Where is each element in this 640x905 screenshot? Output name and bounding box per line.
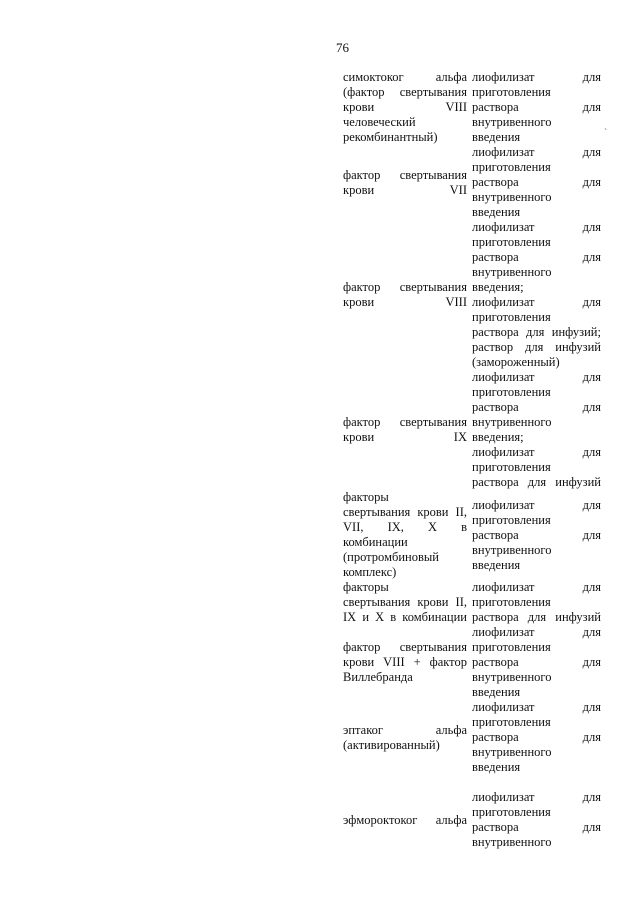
drug-name-line: крови VII (343, 182, 467, 197)
dosage-form-cell (472, 625, 601, 700)
drug-name-line: (протромбиновый (343, 550, 439, 564)
drug-name-line: факторы (343, 490, 389, 504)
dosage-form-line: лиофилизат для (472, 700, 601, 714)
drug-row (343, 490, 601, 580)
dosage-form-line: лиофилизат для (472, 70, 601, 84)
dosage-form-line: раствора для (472, 527, 601, 542)
dosage-form-cell (472, 700, 601, 775)
drug-name-line: фактор свертывания (343, 640, 467, 654)
drug-name-line: крови VIII (343, 295, 467, 309)
drug-name-cell (343, 700, 472, 775)
dosage-form-line: лиофилизат для (472, 497, 601, 512)
dosage-form-cell (472, 775, 601, 850)
dosage-form-line: лиофилизат для (472, 580, 601, 594)
dosage-form-line: введения (472, 205, 521, 219)
drug-name-cell (343, 490, 472, 580)
dosage-form-cell (472, 490, 601, 580)
dosage-form-line: раствора для (472, 175, 601, 189)
drug-name-cell (343, 370, 472, 490)
drug-name-line: свертывания крови II, (343, 595, 467, 609)
drug-name-cell (343, 625, 472, 700)
drug-row (343, 580, 601, 625)
drug-name-line: (фактор свертывания (343, 85, 467, 99)
dosage-form-line: внутривенного (472, 835, 552, 849)
drug-table-body (343, 70, 601, 850)
drug-row (343, 145, 601, 220)
page-number: 76 (336, 40, 349, 55)
dosage-form-line: раствора для (472, 250, 601, 264)
drug-name-cell (343, 145, 472, 220)
drug-name-line: человеческий (343, 115, 416, 129)
dosage-form-line: введения; (472, 280, 524, 294)
drug-name-line: фактор свертывания (343, 415, 467, 429)
dosage-form-line: (замороженный) (472, 355, 560, 369)
dosage-form-cell (472, 70, 601, 145)
dosage-form-line: лиофилизат для (472, 145, 601, 159)
dosage-form-line: внутривенного (472, 745, 552, 759)
dosage-form-line: введения; (472, 430, 524, 444)
drug-name-cell (343, 580, 472, 625)
dosage-form-line: приготовления (472, 805, 551, 819)
dosage-form-line: лиофилизат для (472, 295, 601, 309)
scan-mark: ` (604, 128, 608, 139)
dosage-form-line: раствора для инфузий (472, 610, 601, 624)
drug-name-line: крови VIII + фактор (343, 655, 467, 669)
dosage-form-line: лиофилизат для (472, 220, 601, 234)
drug-row (343, 370, 601, 490)
dosage-form-line: приготовления (472, 715, 551, 729)
drug-name-line: IX и X в комбинации (343, 610, 467, 624)
drug-name-line: фактор свертывания (343, 280, 467, 294)
dosage-form-line: введения (472, 685, 521, 699)
dosage-form-line: приготовления (472, 160, 551, 174)
drug-name-line: крови VIII (343, 100, 467, 114)
dosage-form-line: раствора для (472, 655, 601, 669)
drug-name-line: свертывания крови II, (343, 505, 467, 519)
dosage-form-line: раствора для (472, 400, 601, 414)
dosage-form-line: внутривенного (472, 415, 552, 429)
dosage-form-line: приготовления (472, 310, 551, 324)
dosage-form-line: внутривенного (472, 115, 552, 129)
dosage-form-line: введения (472, 760, 521, 774)
drug-row (343, 70, 601, 145)
drug-name-line: Виллебранда (343, 670, 413, 684)
dosage-form-line: раствора для (472, 730, 601, 744)
drug-row (343, 220, 601, 370)
drug-name-cell (343, 220, 472, 370)
dosage-form-line: лиофилизат для (472, 445, 601, 459)
dosage-form-line: лиофилизат для (472, 370, 601, 384)
dosage-form-line: раствор для инфузий (472, 340, 601, 354)
dosage-form-line: введения (472, 130, 521, 144)
dosage-form-line: внутривенного (472, 542, 552, 557)
drug-table (343, 70, 601, 850)
drug-name-line: факторы (343, 580, 389, 594)
dosage-form-line: раствора для (472, 100, 601, 114)
dosage-form-line: приготовления (472, 460, 551, 474)
dosage-form-line: приготовления (472, 512, 551, 527)
dosage-form-cell (472, 370, 601, 490)
dosage-form-line: приготовления (472, 640, 551, 654)
drug-name-line: эфмороктоког альфа (343, 812, 467, 827)
drug-name-line: симоктоког альфа (343, 70, 467, 84)
drug-name-line: комплекс) (343, 565, 397, 579)
drug-name-cell (343, 70, 472, 145)
drug-name-line: VII, IX, X в (343, 520, 467, 534)
drug-name-line: комбинации (343, 535, 408, 549)
dosage-form-cell (472, 145, 601, 220)
drug-name-cell (343, 775, 472, 850)
dosage-form-line: внутривенного (472, 190, 552, 204)
drug-name-line: эптаког альфа (343, 722, 467, 737)
drug-name-line: крови IX (343, 430, 467, 444)
drug-row (343, 625, 601, 700)
dosage-form-line: приготовления (472, 385, 551, 399)
dosage-form-line: лиофилизат для (472, 625, 601, 639)
dosage-form-line: приготовления (472, 85, 551, 99)
dosage-form-line: внутривенного (472, 670, 552, 684)
dosage-form-line: приготовления (472, 235, 551, 249)
drug-name-line: фактор свертывания (343, 167, 467, 182)
dosage-form-line: раствора для (472, 820, 601, 834)
dosage-form-line: внутривенного (472, 265, 552, 279)
dosage-form-cell (472, 220, 601, 370)
dosage-form-line: лиофилизат для (472, 790, 601, 804)
drug-name-line: рекомбинантный) (343, 130, 438, 144)
dosage-form-cell (472, 580, 601, 625)
dosage-form-line: введения (472, 557, 521, 572)
dosage-form-line: приготовления (472, 595, 551, 609)
dosage-form-line: раствора для инфузий (472, 475, 601, 489)
drug-row (343, 700, 601, 775)
drug-row (343, 775, 601, 850)
dosage-form-line: раствора для инфузий; (472, 325, 601, 339)
drug-name-line: (активированный) (343, 737, 440, 752)
